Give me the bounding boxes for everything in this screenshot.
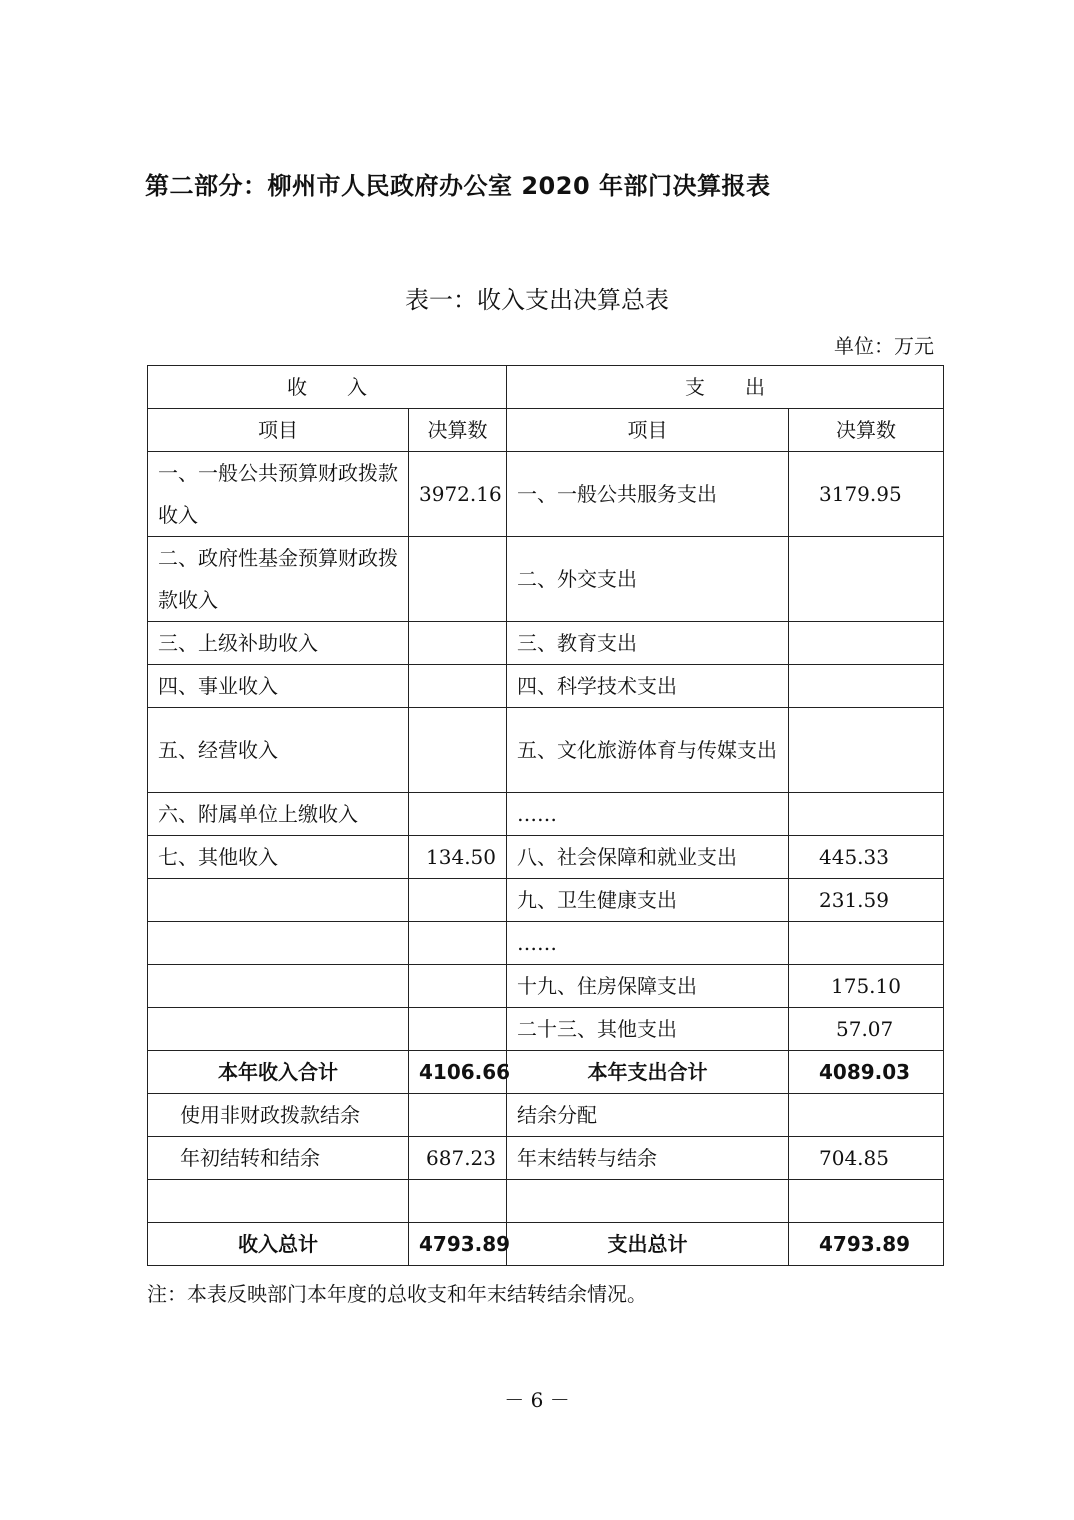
expense-item: 八、社会保障和就业支出 xyxy=(507,836,789,879)
income-subtotal-label: 本年收入合计 xyxy=(148,1051,409,1094)
income-total-amount: 4793.89 xyxy=(409,1223,507,1266)
income-amount: 134.50 xyxy=(409,836,507,879)
expense-item: 一、一般公共服务支出 xyxy=(507,452,789,537)
income-item: 五、经营收入 xyxy=(148,708,409,793)
expense-amount xyxy=(789,1094,944,1137)
expense-item-header: 项目 xyxy=(507,409,789,452)
table-row xyxy=(148,836,944,879)
expense-amount xyxy=(789,922,944,965)
expense-amount: 445.33 xyxy=(789,836,944,879)
income-item: 六、附属单位上缴收入 xyxy=(148,793,409,836)
table-row xyxy=(148,793,944,836)
income-item: 使用非财政拨款结余 xyxy=(148,1094,409,1137)
income-header: 收 入 xyxy=(148,366,507,409)
page-number: － 6 － xyxy=(504,1388,570,1412)
expense-item: 四、科学技术支出 xyxy=(507,665,789,708)
table-title: 表一：收入支出决算总表 xyxy=(405,286,669,314)
expense-amount xyxy=(789,793,944,836)
income-amount xyxy=(409,922,507,965)
income-expense-table xyxy=(147,365,944,1266)
income-amount-header: 决算数 xyxy=(409,409,507,452)
income-amount xyxy=(409,537,507,622)
income-amount xyxy=(409,1094,507,1137)
income-item xyxy=(148,1180,409,1223)
table-row-total xyxy=(148,1223,944,1266)
expense-total-label: 支出总计 xyxy=(507,1223,789,1266)
income-item: 四、事业收入 xyxy=(148,665,409,708)
income-amount: 3972.16 xyxy=(409,452,507,537)
expense-amount: 704.85 xyxy=(789,1137,944,1180)
income-item: 一、一般公共预算财政拨款收入 xyxy=(148,452,409,537)
income-amount xyxy=(409,1180,507,1223)
income-amount xyxy=(409,665,507,708)
expense-amount xyxy=(789,622,944,665)
table-row xyxy=(148,1094,944,1137)
expense-item: 三、教育支出 xyxy=(507,622,789,665)
table-row xyxy=(148,879,944,922)
income-item: 七、其他收入 xyxy=(148,836,409,879)
income-amount xyxy=(409,622,507,665)
table-row xyxy=(148,537,944,622)
expense-amount xyxy=(789,537,944,622)
income-item: 三、上级补助收入 xyxy=(148,622,409,665)
expense-amount: 57.07 xyxy=(789,1008,944,1051)
expense-item xyxy=(507,1180,789,1223)
expense-item: 十九、住房保障支出 xyxy=(507,965,789,1008)
table-row xyxy=(148,1180,944,1223)
income-amount: 687.23 xyxy=(409,1137,507,1180)
expense-subtotal-amount: 4089.03 xyxy=(789,1051,944,1094)
income-amount xyxy=(409,1008,507,1051)
expense-amount xyxy=(789,1180,944,1223)
table-subheader-row xyxy=(148,409,944,452)
table-row xyxy=(148,922,944,965)
expense-amount: 231.59 xyxy=(789,879,944,922)
table-row xyxy=(148,965,944,1008)
table-note: 注：本表反映部门本年度的总收支和年末结转结余情况。 xyxy=(147,1282,647,1306)
expense-item: 二、外交支出 xyxy=(507,537,789,622)
table-row xyxy=(148,622,944,665)
table-row xyxy=(148,1137,944,1180)
income-amount xyxy=(409,965,507,1008)
income-item xyxy=(148,922,409,965)
income-total-label: 收入总计 xyxy=(148,1223,409,1266)
expense-amount: 175.10 xyxy=(789,965,944,1008)
income-amount xyxy=(409,879,507,922)
table-row xyxy=(148,452,944,537)
income-item xyxy=(148,879,409,922)
table-row xyxy=(148,1008,944,1051)
income-amount xyxy=(409,708,507,793)
table-header-row xyxy=(148,366,944,409)
expense-item: 五、文化旅游体育与传媒支出 xyxy=(507,708,789,793)
income-amount xyxy=(409,793,507,836)
table-row xyxy=(148,708,944,793)
table-row-subtotal xyxy=(148,1051,944,1094)
income-item-header: 项目 xyxy=(148,409,409,452)
unit-label: 单位：万元 xyxy=(834,334,934,358)
income-subtotal-amount: 4106.66 xyxy=(409,1051,507,1094)
income-item xyxy=(148,965,409,1008)
expense-amount xyxy=(789,665,944,708)
expense-item: 九、卫生健康支出 xyxy=(507,879,789,922)
expense-item: 结余分配 xyxy=(507,1094,789,1137)
income-item: 二、政府性基金预算财政拨款收入 xyxy=(148,537,409,622)
expense-amount-header: 决算数 xyxy=(789,409,944,452)
expense-header: 支 出 xyxy=(507,366,944,409)
section-heading: 第二部分：柳州市人民政府办公室 2020 年部门决算报表 xyxy=(145,172,771,200)
income-item: 年初结转和结余 xyxy=(148,1137,409,1180)
income-item xyxy=(148,1008,409,1051)
expense-item: 二十三、其他支出 xyxy=(507,1008,789,1051)
expense-item: …… xyxy=(507,922,789,965)
table-row xyxy=(148,665,944,708)
expense-subtotal-label: 本年支出合计 xyxy=(507,1051,789,1094)
expense-item: 年末结转与结余 xyxy=(507,1137,789,1180)
expense-item: …… xyxy=(507,793,789,836)
expense-amount: 3179.95 xyxy=(789,452,944,537)
expense-amount xyxy=(789,708,944,793)
expense-total-amount: 4793.89 xyxy=(789,1223,944,1266)
